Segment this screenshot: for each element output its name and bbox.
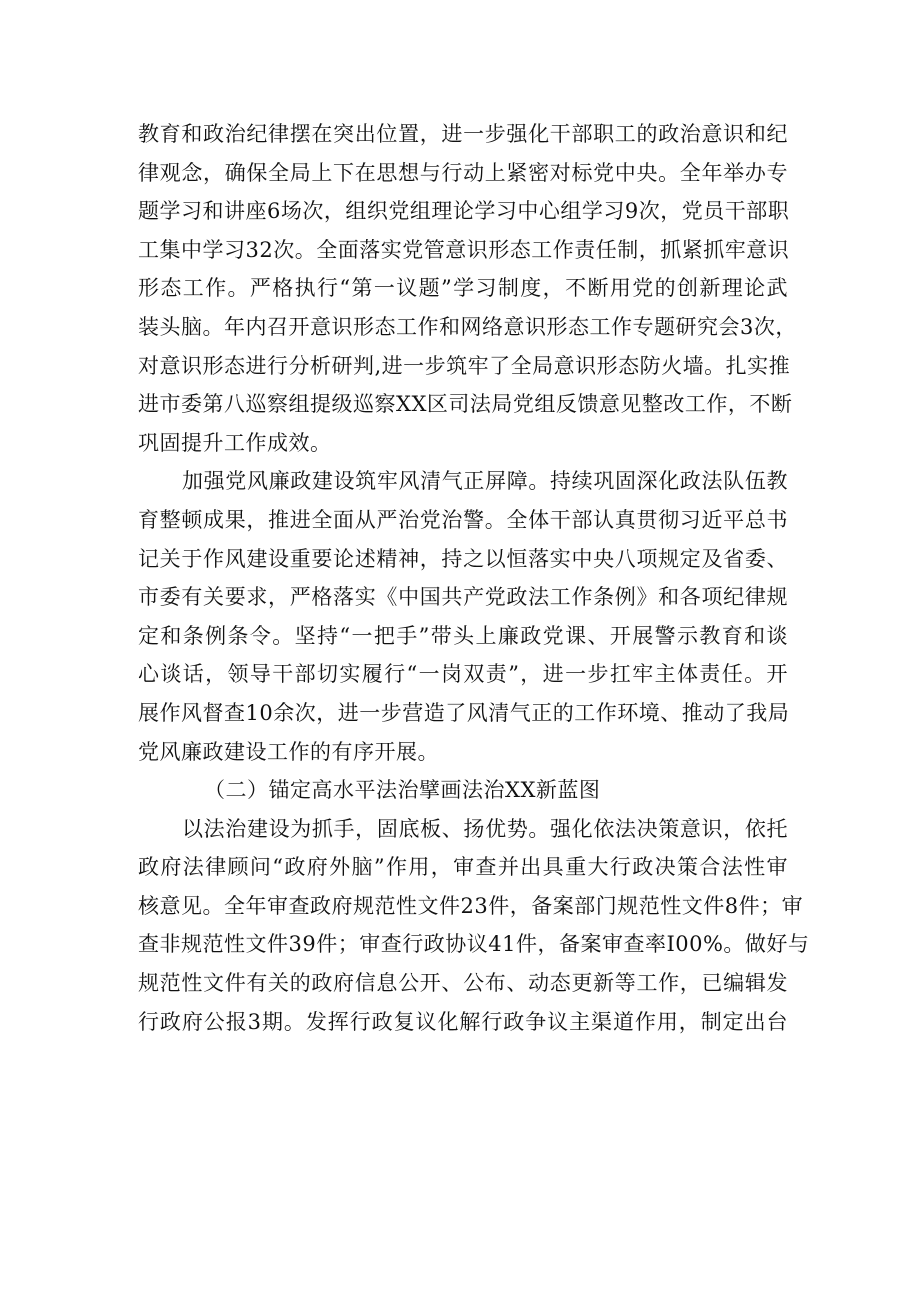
document-body [138,115,810,1041]
text-line: 党风廉政建设工作的有序开展。 [138,739,439,764]
text-line: 教育和政治纪律摆在突出位置，进一步强化干部职工的政治意识和纪 [138,122,788,146]
section-heading: （二）锚定高水平法治擘画法治XX新蓝图 [204,778,601,803]
text-line: 查非规范性文件39件；审查行政协议41件，备案审查率I00%。做好与 [138,932,810,957]
text-line: 工集中学习32次。全面落实党管意识形态工作责任制，抓紧抓牢意识 [138,237,790,262]
text-line: 以法治建设为抓手，固底板、扬优势。强化依法决策意识，依托 [182,816,788,841]
text-line: 心谈话，领导干部切实履行“一岗双责”，进一步扛牢主体责任。开 [138,662,788,687]
text-line: 定和条例条令。坚持“一把手”带头上廉政党课、开展警示教育和谈 [138,623,788,648]
text-line: 行政府公报3期。发挥行政复议化解行政争议主渠道作用，制定出台 [138,1009,788,1034]
text-line: 市委有关要求，严格落实《中国共产党政法工作条例》和各项纪律规 [138,585,788,610]
text-line: 装头脑。年内召开意识形态工作和网络意识形态工作专题研究会3次， [138,314,797,339]
paragraph-clean-governance [138,462,788,771]
text-line: 巩固提升工作成效。 [138,430,332,455]
text-line: 育整顿成果，推进全面从严治党治警。全体干部认真贯彻习近平总书 [138,507,788,532]
text-line: 题学习和讲座6场次，组织党组理论学习中心组学习9次，党员干部职 [138,199,790,224]
paragraph-political-education [138,115,797,462]
text-line: 形态工作。严格执行“第一议题”学习制度，不断用党的创新理论武 [138,276,788,301]
section-heading-rule-of-law [138,771,788,810]
text-line: 律观念，确保全局上下在思想与行动上紧密对标党中央。全年举办专 [138,160,788,185]
text-line: 加强党风廉政建设筑牢风清气正屏障。持续巩固深化政法队伍教 [182,469,788,494]
text-line: 规范性文件有关的政府信息公开、公布、动态更新等工作，已编辑发 [138,971,788,996]
text-line: 进市委第八巡察组提级巡察XX区司法局党组反馈意见整改工作，不断 [138,392,793,417]
text-line: 政府法律顾问“政府外脑”作用，审查并出具重大行政决策合法性审 [138,855,788,880]
text-line: 核意见。全年审查政府规范性文件23件，备案部门规范性文件8件；审 [138,893,804,918]
paragraph-rule-of-law-construction [138,810,810,1042]
text-line: 对意识形态进行分析研判,进一步筑牢了全局意识形态防火墙。扎实推 [138,353,791,378]
text-line: 展作风督查10余次，进一步营造了风清气正的工作环境、推动了我局 [138,700,790,725]
text-line: 记关于作风建设重要论述精神，持之以恒落实中央八项规定及省委、 [138,546,788,571]
